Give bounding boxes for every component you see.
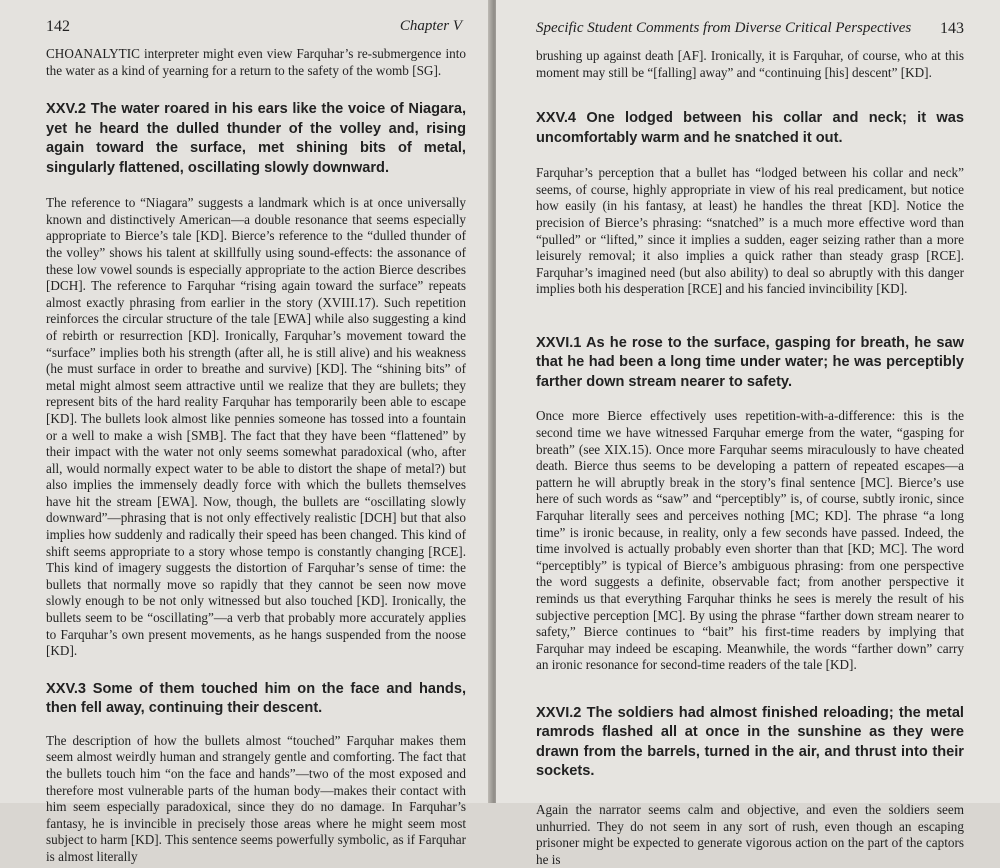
- section-heading: XXVI.1 As he rose to the surface, gasping for breath, he saw that he had been a long time under water; he was perceptibly farther down stream nearer to safety.: [536, 334, 964, 390]
- section-heading: XXV.2 The water roared in his ears like the voice of Niagara, yet he heard the dulled thunder of the volley and, rising again toward the surface, met shining bits of metal, singularly flattened, oscillating slowly downward.: [46, 101, 466, 176]
- right-page: [496, 0, 1000, 867]
- section-body: The reference to “Niagara” suggests a landmark which is at once universally known and distinctively American—a double resonance that seems especially appropriate to Bierce’s tale [KD]. Bierce’s reference to the “dulled thunder of the volley” shows his talent at skillfully using sound-effects: the assonance of these low vowel sounds is especially appropriate to the action Bierce describes [DCH]. The reference to Farquhar “rising again toward the surface” repeats almost exactly phrasing from earlier in the story (XVIII.17). Such repetition reinforces the circular structure of the tale [EWA] while also suggesting a kind of rebirth or resurrection [KD]. Ironically, Farquhar’s movement toward the “surface” implies both his strength (after all, he is still alive) and his weakness (he must surface in order to breathe and survive) [KD]. The “shining bits” of metal might almost seem attractive until we realize that they are bullets; they represent bits of the hard reality Farquhar has temporarily been able to escape [KD]. The bullets look almost like pennies someone has tossed into a fountain or a well to make a wish [SMB]. The fact that they have been “flattened” by their impact with the water not only seems somewhat paradoxical (who, after all, would normally expect water to be able to distort the shape of metal?) but also implies the immensely deadly force with which the bullets themselves have hit the stream [EWA]. Now, though, the bullets are “oscillating slowly downward”—phrasing that is not only effectively realistic [DCH] but that also implies how suddenly and radically their speed has been changed. This kind of shift seems appropriate to a story whose tempo is constantly changing [RCE]. This kind of imagery suggests the distortion of Farquhar’s sense of time: the bullets that normally move so rapidly that they cannot be seen now move slowly enough to be not only witnessed but also touched [KD]. Ironically, the bullets seem to be “oscillating”—a verb that probably more accurately applies to Farquhar’s own present movements, as he hangs suspended from the noose [KD].: [46, 195, 466, 659]
- left-page: [0, 0, 492, 864]
- section-body: The description of how the bullets almost “touched” Farquhar makes them seem almost weirdly human and strangely gentle and comforting. The fact that the bullets touch him “on the face and hands”—two of the most exposed and therefore most vulnerable parts of the human body—makes their contact with him seem especially paradoxical, since they do no damage. In Farquhar’s fantasy, he is invincible in precisely those areas where he might seem most subject to harm [KD]. This sentence seems powerfully symbolic, as if Farquhar is almost literally: [46, 732, 466, 864]
- section-heading: XXV.4 One lodged between his collar and neck; it was uncomfortably warm and he snatched it out.: [536, 110, 964, 146]
- page-number: 142: [46, 18, 70, 35]
- continuation-paragraph: CHOANALYTIC interpreter might even view Farquhar’s re-submergence into the water as a kind of yearning for a return to the safety of the womb [SG].: [46, 46, 466, 78]
- section-body: Farquhar’s perception that a bullet has “lodged between his collar and neck” seems, of course, highly appropriate in view of his real predicament, but notice how easily (in his fantasy, at least) he handles the threat [KD]. Notice the precision of Bierce’s phrasing: “snatched” is a much more effective word than “pulled” or “lifted,” since it implies a sudden, eager seizing rather than a more leisurely removal; it also implies a quick rather than steady grasp [RCE]. Farquhar’s imagined need (but also ability) to deal so abruptly with this danger implies both his desperation [RCE] and his fancied invincibility [KD].: [536, 165, 964, 297]
- left-running-head: [46, 18, 466, 40]
- section-heading: XXV.3 Some of them touched him on the face and hands, then fell away, continuing their descent.: [46, 680, 466, 717]
- section-body: Once more Bierce effectively uses repetition-with-a-difference: this is the second time we have witnessed Farquhar emerge from the water, “gasping for breath” (see XIX.15). Once more Farquhar seems miraculously to have cheated death. Bierce thus seems to be developing a pattern of repeated escapes—a pattern he will abruptly break in the story’s final sentence [MC]. Bierce’s use here of such words as “saw” and “perceptibly” is, of course, subtly ironic, since Farquhar literally sees and perceives nothing [MC; KD]. The phrase “a long time” is ironic because, in reality, only a few seconds have passed. Indeed, the time involved is actually probably even shorter than that [KD; MC]. The word “perceptibly” is typical of Bierce’s ambiguous phrasing: from one perspective the word suggests a definite, observable fact; from another perspective it reminds us that everything Farquhar thinks he sees is merely the result of his subjective perception [MC]. By using the phrase “farther down stream nearer to safety,” Bierce continues to “bait” his first-time readers by implying that Farquhar may indeed be escaping. Meanwhile, the words “farther down” carry an ironic resonance for second-time readers of the tale [KD].: [536, 408, 964, 673]
- continuation-paragraph: brushing up against death [AF]. Ironically, it is Farquhar, of course, who at this moment may still be “[falling] away” and “continuing [his] descent” [KD].: [536, 48, 964, 80]
- page-number: 143: [940, 20, 964, 37]
- section-heading: XXVI.2 The soldiers had almost finished reloading; the metal ramrods flashed all at once in the sunshine as they were drawn from the barrels, turned in the air, and thrust into their sockets.: [536, 704, 964, 780]
- section-body: Again the narrator seems calm and objective, and even the soldiers seem unhurried. They do not seem in any sort of rush, even though an escaping prisoner might be expected to generate vigorous action on the part of the captors he is: [536, 801, 964, 867]
- running-title: Chapter V: [399, 18, 462, 34]
- right-running-head: [536, 20, 964, 42]
- running-title: Specific Student Comments from Diverse Critical Perspectives: [536, 20, 912, 36]
